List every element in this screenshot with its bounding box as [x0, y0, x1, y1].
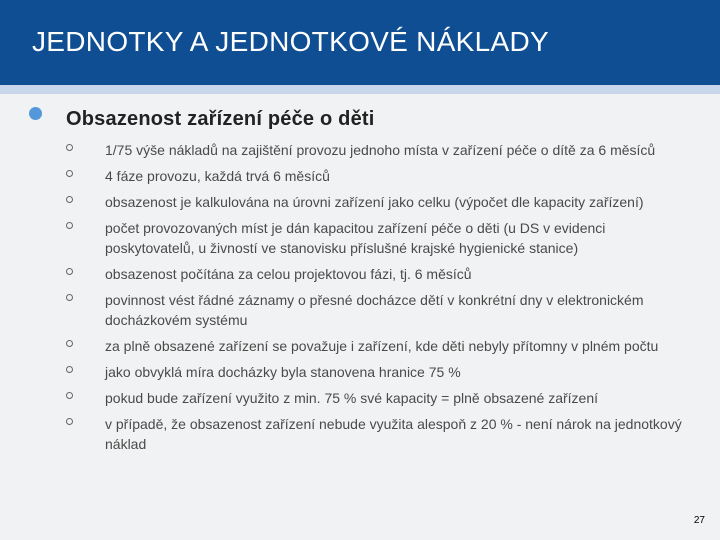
list-item: [66, 388, 696, 408]
hollow-circle-icon: [66, 294, 73, 301]
bullet-list: [66, 140, 696, 460]
list-item: [66, 336, 696, 356]
list-item: [66, 140, 696, 160]
filled-circle-icon: [29, 107, 42, 120]
list-item-text: povinnost vést řádné záznamy o přesné docházce dětí v konkrétní dny v elektronickém docházkovém systému: [105, 292, 644, 328]
list-item: [66, 362, 696, 382]
list-item-text: počet provozovaných míst je dán kapacitou zařízení péče o děti (u DS v evidenci poskytovatelů, u živností ve stanovisku příslušné krajské hygienické stanice): [105, 220, 606, 256]
slide-title: JEDNOTKY A JEDNOTKOVÉ NÁKLADY: [32, 26, 549, 57]
main-bullet: [29, 107, 42, 120]
list-item: [66, 218, 696, 258]
list-item-text: 4 fáze provozu, každá trvá 6 měsíců: [105, 168, 330, 184]
hollow-circle-icon: [66, 340, 73, 347]
hollow-circle-icon: [66, 392, 73, 399]
list-item-text: obsazenost počítána za celou projektovou fázi, tj. 6 měsíců: [105, 266, 472, 282]
hollow-circle-icon: [66, 196, 73, 203]
hollow-circle-icon: [66, 418, 73, 425]
page-number: 27: [693, 515, 705, 526]
hollow-circle-icon: [66, 268, 73, 275]
list-item: [66, 290, 696, 330]
hollow-circle-icon: [66, 366, 73, 373]
header-accent-band: [0, 85, 720, 94]
list-item: [66, 264, 696, 284]
hollow-circle-icon: [66, 144, 73, 151]
list-item-text: pokud bude zařízení využito z min. 75 % své kapacity = plně obsazené zařízení: [105, 390, 599, 406]
list-item: [66, 414, 696, 454]
hollow-circle-icon: [66, 170, 73, 177]
list-item-text: za plně obsazené zařízení se považuje i zařízení, kde děti nebyly přítomny v plném počtu: [105, 338, 659, 354]
slide-header: [0, 0, 720, 85]
list-item-text: v případě, že obsazenost zařízení nebude využita alespoň z 20 % - není nárok na jednotkový náklad: [105, 416, 682, 452]
hollow-circle-icon: [66, 222, 73, 229]
list-item-text: jako obvyklá míra docházky byla stanovena hranice 75 %: [105, 364, 461, 380]
section-heading: Obsazenost zařízení péče o děti: [66, 108, 375, 130]
list-item-text: obsazenost je kalkulována na úrovni zařízení jako celku (výpočet dle kapacity zařízení): [105, 194, 644, 210]
list-item: [66, 166, 696, 186]
list-item: [66, 192, 696, 212]
list-item-text: 1/75 výše nákladů na zajištění provozu jednoho místa v zařízení péče o dítě za 6 měsíců: [105, 142, 656, 158]
